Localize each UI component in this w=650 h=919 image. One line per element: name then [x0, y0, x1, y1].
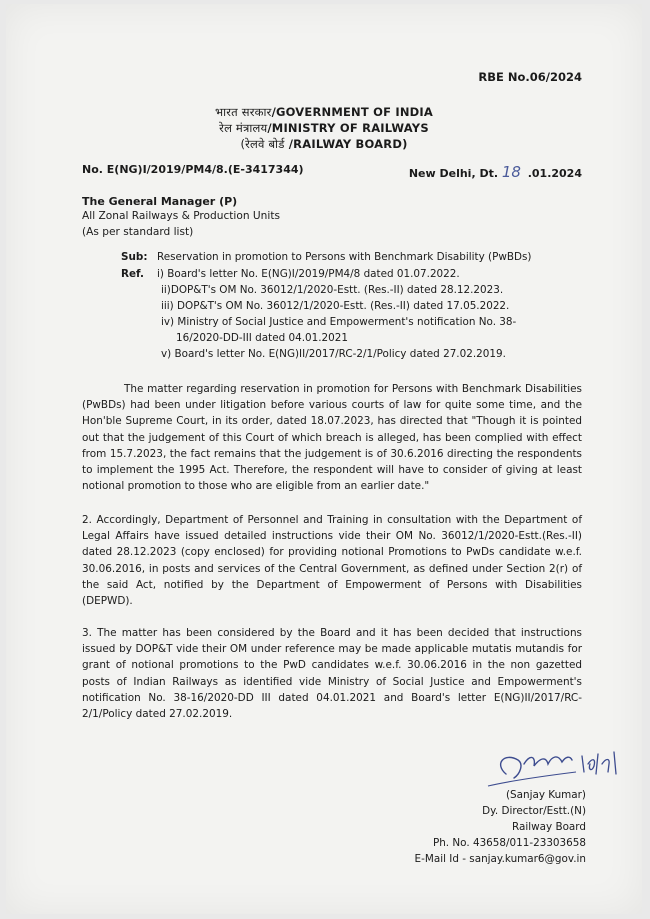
header-board	[6, 137, 642, 152]
paragraph-3-text: 3. The matter has been considered by the Board and it has been decided that instructions issued by DOP&T vide their OM under reference may be made applicable mutatis mutandis for grant of notional promotions to the PwD candidates w.e.f. 30.06.2016 in the non gazetted posts of Indian Railways as identified vide Ministry of Social Justice and Empowerment's notification No. 38-16/2020-DD III dated 04.01.2021 and Board's letter E(NG)II/2017/RC-2/1/Policy dated 27.02.2019.	[82, 627, 582, 721]
paragraph-2	[82, 512, 582, 609]
addressee-line1: All Zonal Railways & Production Units	[82, 210, 281, 222]
reference-item: ii)DOP&T's OM No. 36012/1/2020-Estt. (Res.-II) dated 28.12.2023.	[161, 284, 504, 296]
header-ministry-english: /MINISTRY OF RAILWAYS	[267, 121, 429, 135]
signatory-name: (Sanjay Kumar)	[505, 789, 586, 801]
letter-number: No. E(NG)I/2019/PM4/8.(E-3417344)	[82, 163, 304, 176]
document-page	[6, 4, 642, 914]
paragraph-2-text: 2. Accordingly, Department of Personnel and Training in consultation with the Department of Legal Affairs have issued detailed instructions vide their OM No. 36012/1/2020-Estt.(Res.-II) dated 28.12.2023 (copy enclosed) for providing notional Promotions to PwDs candidate w.e.f. 30.06.2016, in posts and services of the Central Government, as defined under Section 2(r) of the said Act, notified by the Department of Empowerment of Persons with Disabilities (DEPWD).	[82, 514, 582, 608]
subject-label: Sub:	[121, 251, 148, 263]
header-board-hindi: (रेलवे बोर्ड	[240, 137, 285, 151]
date-prefix: New Delhi, Dt.	[408, 167, 499, 180]
paragraph-1	[82, 381, 582, 494]
addressee-title: The General Manager (P)	[82, 195, 238, 208]
reference-item: iii) DOP&T's OM No. 36012/1/2020-Estt. (Res.-II) dated 17.05.2022.	[161, 300, 510, 312]
subject-text: Reservation in promotion to Persons with Benchmark Disability (PwBDs)	[157, 251, 532, 263]
signatory-office: Railway Board	[512, 821, 586, 833]
header-government	[6, 105, 642, 120]
rbe-number: RBE No.06/2024	[478, 70, 582, 84]
reference-label: Ref.	[121, 268, 144, 280]
signatory-designation: Dy. Director/Estt.(N)	[482, 805, 586, 817]
signatory-phone: Ph. No. 43658/011-23303658	[432, 837, 586, 849]
header-government-hindi: भारत सरकार	[215, 105, 272, 119]
header-government-english: /GOVERNMENT OF INDIA	[271, 105, 433, 119]
date-suffix: .01.2024	[523, 167, 582, 180]
reference-item: 16/2020-DD-III dated 04.01.2021	[176, 332, 348, 344]
header-board-english: /RAILWAY BOARD)	[284, 137, 408, 151]
reference-item: iv) Ministry of Social Justice and Empowerment's notification No. 38-	[161, 316, 517, 328]
header-ministry-hindi: रेल मंत्रालय	[219, 121, 268, 135]
header-ministry	[6, 121, 642, 136]
reference-item: v) Board's letter No. E(NG)II/2017/RC-2/1/Policy dated 27.02.2019.	[161, 348, 506, 360]
reference-item: i) Board's letter No. E(NG)I/2019/PM4/8 dated 01.07.2022.	[157, 268, 460, 280]
paragraph-3	[82, 625, 582, 722]
date-day-handwritten: 18	[501, 163, 521, 181]
paragraph-1-text: The matter regarding reservation in promotion for Persons with Benchmark Disabilities (PwBDs) had been under litigation before various courts of law for quite some time, and the Hon'ble Supreme Court, in its order, dated 18.07.2023, has directed that "Though it is pointed out that the judgement of this Court of which breach is alleged, has been complied with effect from 15.7.2023, the fact remains that the judgement is of 30.6.2016 directing the respondents to implement the 1995 Act. Therefore, the respondent will have to consider of giving at least notional promotion to those who are eligible from an earlier date."	[82, 383, 582, 493]
addressee-line2: (As per standard list)	[82, 226, 194, 238]
signatory-email: E-Mail Id - sanjay.kumar6@gov.in	[414, 853, 586, 865]
letter-date	[409, 163, 582, 181]
